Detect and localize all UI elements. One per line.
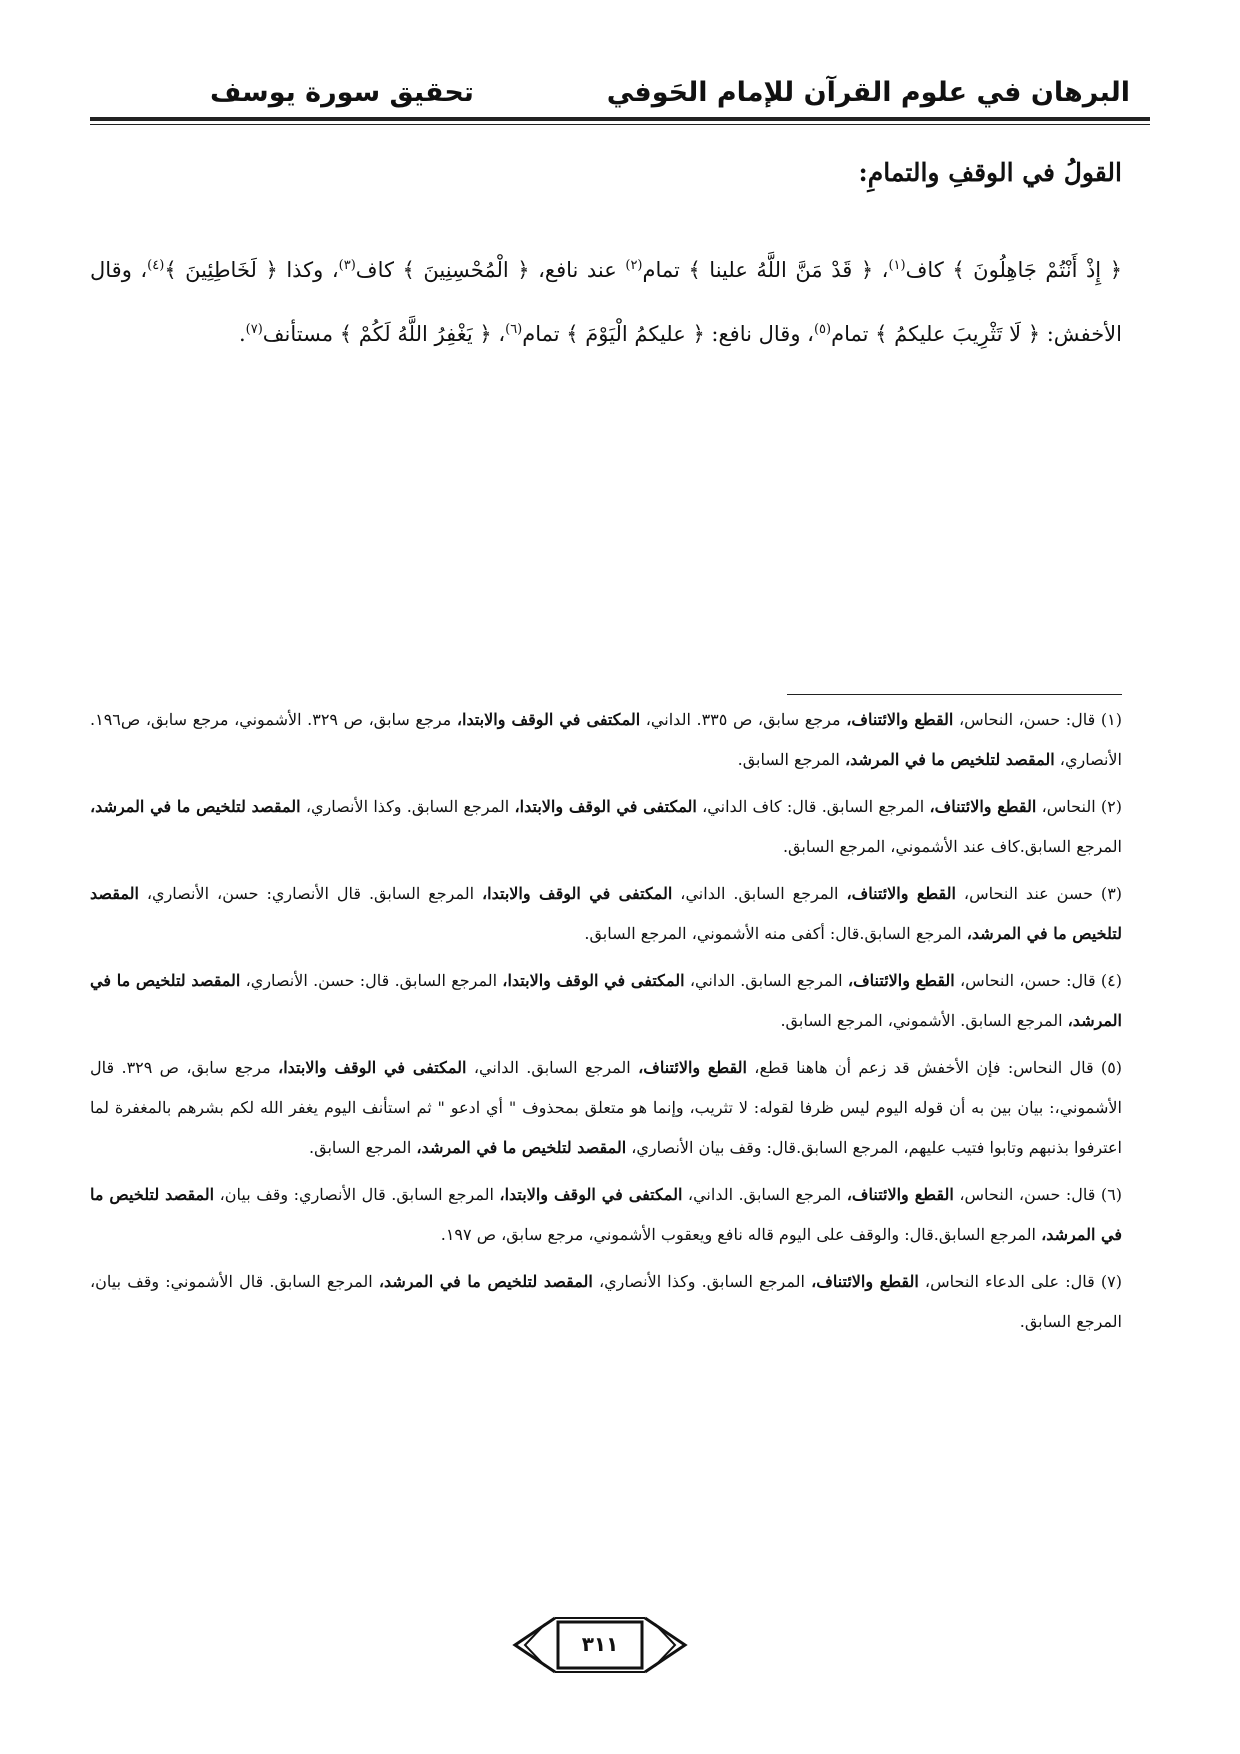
footnote-4: (٤) قال: حسن، النحاس، القطع والائتناف، المرجع السابق. الداني، المكتفى في الوقف والابتدا، المرجع السابق. قال: حسن. الأنصاري، المقصد لتلخيص ما في المرشد، المرجع السابق. الأشموني، المرجع السابق. (90, 971, 1122, 1030)
footnote-ref: (٦) (505, 322, 523, 337)
footnote-ref: (٤) (147, 258, 165, 273)
footnotes (90, 700, 1122, 1349)
text-segment: عند نافع، ﴿ الْمُحْسِنِينَ ﴾ كاف (355, 258, 626, 282)
footnote-3: (٣) حسن عند النحاس، القطع والائتناف، المرجع السابق. الداني، المكتفى في الوقف والابتدا، المرجع السابق. قال الأنصاري: حسن، الأنصاري، المقصد لتلخيص ما في المرشد، المرجع السابق.قال: أكفى منه الأشموني، المرجع السابق. (90, 884, 1123, 943)
text-segment: ﴿ إِذْ أَنْتُمْ جَاهِلُونَ ﴾ كاف (905, 258, 1122, 282)
section-title: تحقيق سورة يوسف (210, 76, 474, 108)
text-segment: ، ﴿ قَدْ مَنَّ اللَّهُ علينا ﴾ تمام (642, 258, 889, 282)
footnote-1: (١) قال: حسن، النحاس، القطع والائتناف، مرجع سابق، ص ٣٣٥. الداني، المكتفى في الوقف والابتدا، مرجع سابق، ص ٣٢٩. الأشموني، مرجع سابق، ص١٩٦. الأنصاري، المقصد لتلخيص ما في المرشد، المرجع السابق. (90, 710, 1122, 769)
text-segment: ، وقال الأخفش: ﴿ لَا تَثْرِيبَ عليكمُ ﴾ تمام (90, 258, 1122, 346)
footnote-6: (٦) قال: حسن، النحاس، القطع والائتناف، المرجع السابق. الداني، المكتفى في الوقف والابتدا، المرجع السابق. قال الأنصاري: وقف بيان، المقصد لتلخيص ما في المرشد، المرجع السابق.قال: والوقف على اليوم قاله نافع ويعقوب الأشموني، مرجع سابق، ص ١٩٧. (90, 1185, 1123, 1244)
page-number: ٣١١ (581, 1632, 619, 1656)
running-header (90, 68, 1150, 116)
footnote-ref: (٢) (625, 258, 643, 273)
footnote-ref: (٧) (245, 322, 263, 337)
footnote-ref: (٥) (813, 322, 832, 337)
footnote-separator (787, 694, 1122, 695)
book-title: البرهان في علوم القرآن للإمام الحَوفي (606, 76, 1130, 108)
footnote-5: (٥) قال النحاس: فإن الأخفش قد زعم أن هاهنا قطع، القطع والائتناف، المرجع السابق. الداني، المكتفى في الوقف والابتدا، مرجع سابق، ص ٣٢٩. قال الأشموني،: بيان بين به أن قوله اليوم ليس ظرفا لقوله: لا تثريب، وإنما هو متعلق بمحذوف " أي ادعو " ثم استأنف اليوم يغفر الله لكم بشرهم بالمغفرة لما اعترفوا بذنبهم وتابوا فتيب عليهم، المرجع السابق.قال: وقف بيان الأنصاري، المقصد لتلخيص ما في المرشد، المرجع السابق. (90, 1058, 1123, 1157)
footnote-2: (٢) النحاس، القطع والائتناف، المرجع السابق. قال: كاف الداني، المكتفى في الوقف والابتدا، المرجع السابق. وكذا الأنصاري، المقصد لتلخيص ما في المرشد، المرجع السابق.كاف عند الأشموني، المرجع السابق. (90, 797, 1123, 856)
text-segment: . (238, 322, 246, 346)
text-segment: ، وقال نافع: ﴿ عليكمُ الْيَوْمَ ﴾ تمام (522, 322, 814, 346)
section-heading: القولُ في الوقفِ والتمامِ: (858, 158, 1122, 187)
main-paragraph (90, 238, 1122, 366)
footnote-ref: (٣) (338, 258, 356, 273)
footnote-ref: (١) (888, 258, 906, 273)
header-rule-thick (90, 117, 1150, 121)
text-segment: ، ﴿ يَغْفِرُ اللَّهُ لَكُمْ ﴾ مستأنف (262, 322, 506, 346)
footnote-7: (٧) قال: على الدعاء النحاس، القطع والائتناف، المرجع السابق. وكذا الأنصاري، المقصد لتلخيص ما في المرشد، المرجع السابق. قال الأشموني: وقف بيان، المرجع السابق. (90, 1272, 1122, 1331)
text-segment: ، وكذا ﴿ لَخَاطِئِينَ ﴾ (164, 258, 339, 282)
header-rule-thin (90, 124, 1150, 125)
